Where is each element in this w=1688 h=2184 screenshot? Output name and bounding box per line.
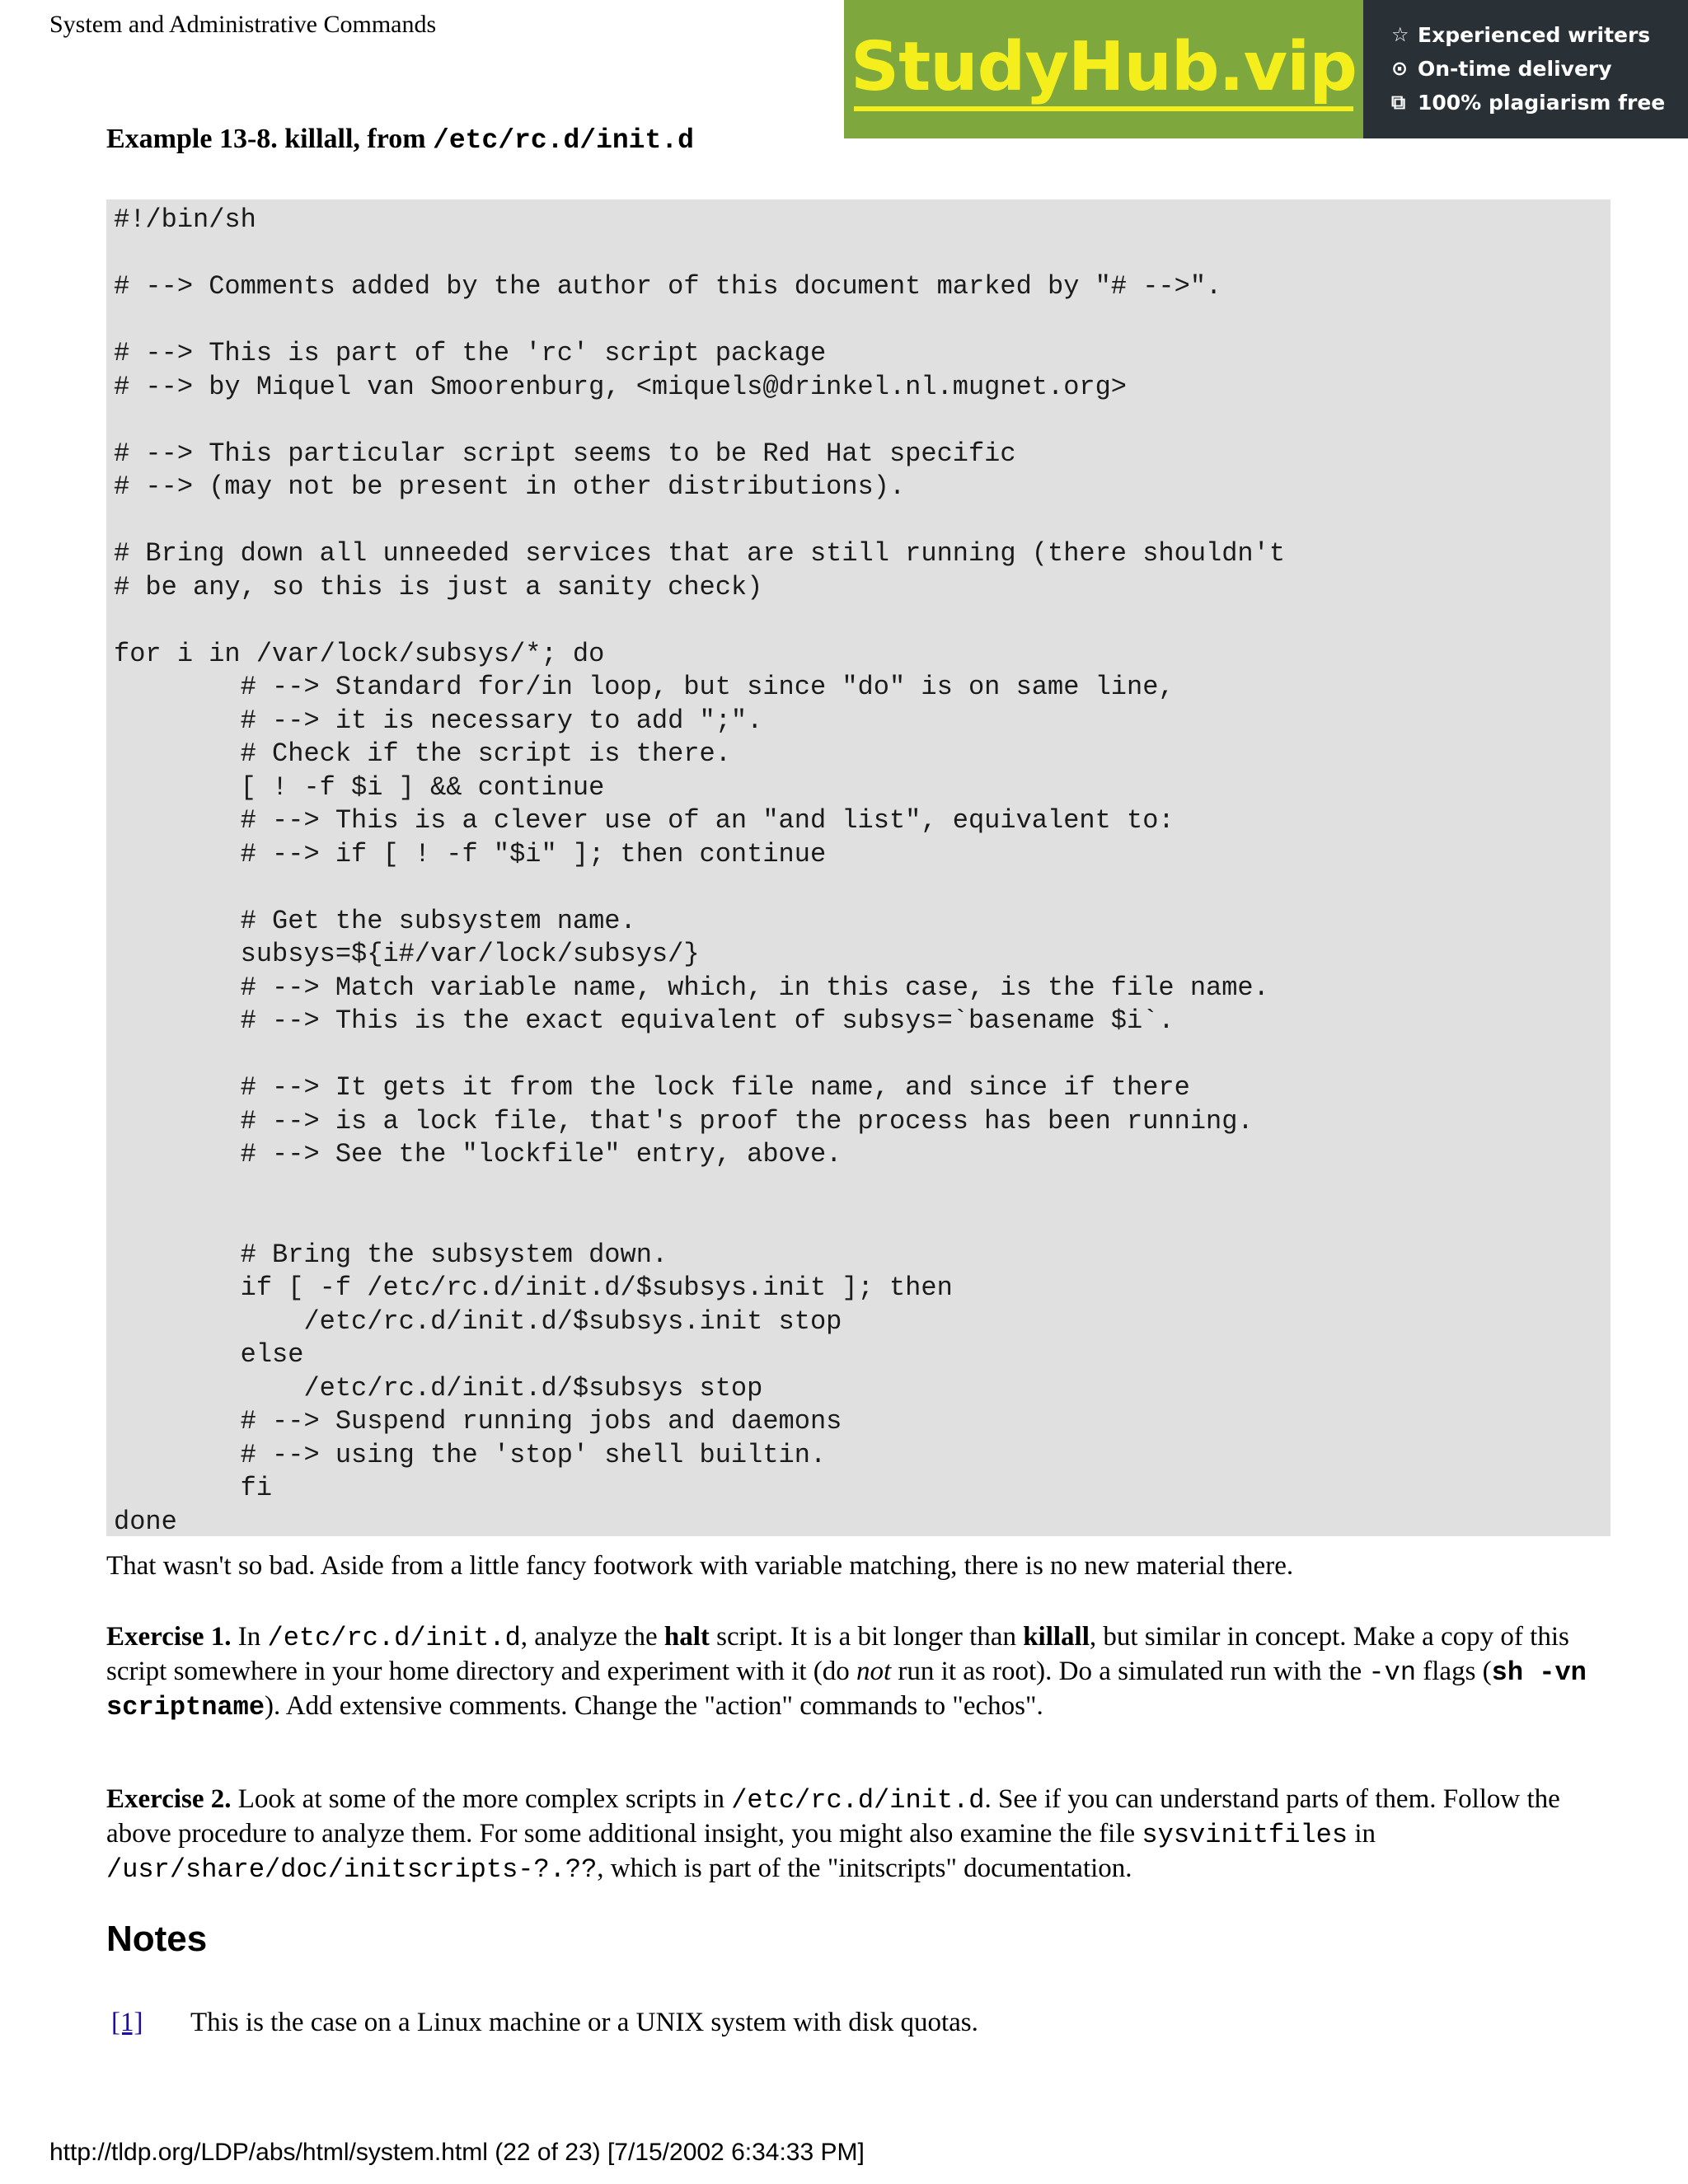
banner-feature-delivery (1391, 52, 1688, 86)
footnote-ref-link[interactable]: [1] (111, 2008, 143, 2037)
text: , but similar in concept. Make a copy of this script somewhere in your home directory and experiment with it (do (106, 1622, 1569, 1686)
text: In (231, 1622, 268, 1652)
path-code: /etc/rc.d/init.d (731, 1785, 985, 1816)
footnote-text: This is the case on a Linux machine or a UNIX system with disk quotas. (190, 2008, 978, 2037)
footnote-item (111, 2006, 978, 2040)
text: , analyze the (520, 1622, 664, 1652)
summary-paragraph: That wasn't so bad. Aside from a little fancy footwork with variable matching, there is no new material there. (106, 1551, 1294, 1581)
code-listing: #!/bin/sh # --> Comments added by the author of this document marked by "# -->". # --> This is part of the 'rc' script package # --> by Miquel van Smoorenburg, <miquels@drinkel.nl.mugnet.org> # --> This particular script seems to be Red Hat specific # --> (may not be present in other distributions). # Bring down all unneeded services that are still running (there shouldn't # be any, so this is just a sanity check) for i in /var/lock/subsys/*; do # --> Standard for/in loop, but since "do" is on same line, # --> it is necessary to add ";". # Check if the script is there. [ ! -f $i ] && continue # --> This is a clever use of an "and list", equivalent to: # --> if [ ! -f "$i" ]; then continue # Get the subsystem name. subsys=${i#/var/lock/subsys/} # --> Match variable name, which, in this case, is the file name. # --> This is the exact equivalent of subsys=`basename $i`. # --> It gets it from the lock file name, and since if there # --> is a lock file, that's proof the process has been running. # --> See the "lockfile" entry, above. # Bring the subsystem down. if [ -f /etc/rc.d/init.d/$subsys.init ]; then /etc/rc.d/init.d/$subsys.init stop else /etc/rc.d/init.d/$subsys stop # --> Suspend running jobs and daemons # --> using the 'stop' shell builtin. fi done (106, 199, 1611, 1536)
running-header: System and Administrative Commands (49, 11, 437, 38)
logo-underline (854, 106, 1353, 111)
exercise-1-paragraph (106, 1620, 1615, 1724)
example-title-path: /etc/rc.d/init.d (433, 125, 694, 156)
banner-brand-panel[interactable] (844, 0, 1363, 138)
banner-feature-label: Experienced writers (1418, 23, 1651, 47)
example-title (106, 124, 694, 156)
emphasis-not: not (856, 1657, 892, 1686)
path-code: /etc/rc.d/init.d (267, 1623, 521, 1653)
halt-term: halt (663, 1622, 710, 1652)
doc-path-code: /usr/share/doc/initscripts-?.?? (106, 1854, 598, 1885)
flags-code: -vn (1368, 1657, 1417, 1688)
exercise-1-label: Exercise 1. (106, 1622, 232, 1652)
exercise-2-label: Exercise 2. (106, 1784, 232, 1814)
banner-features-panel (1363, 0, 1688, 138)
text: , which is part of the "initscripts" documentation. (597, 1854, 1132, 1883)
clock-icon: ⊙ (1391, 57, 1409, 80)
text: run it as root). Do a simulated run with the (891, 1657, 1369, 1686)
banner-feature-plagiarism (1391, 86, 1688, 120)
text: flags ( (1416, 1657, 1492, 1686)
text: Look at some of the more complex scripts in (231, 1784, 732, 1814)
text: ). Add extensive comments. Change the "action" commands to "echos". (265, 1691, 1043, 1721)
star-outline-icon: ☆ (1391, 23, 1409, 46)
studyhub-logo-text: StudyHub.vip (851, 27, 1357, 106)
studyhub-logo (851, 28, 1357, 111)
notes-heading: Notes (106, 1919, 208, 1959)
killall-term: killall (1023, 1622, 1090, 1652)
text: in (1348, 1819, 1376, 1849)
filename-code: sysvinitfiles (1142, 1820, 1348, 1850)
copy-icon: ⧉ (1391, 91, 1406, 114)
text: . See if you can understand parts of them. Follow the above procedure to analyze them. For some additional insight, you might also examine the file (106, 1784, 1560, 1849)
banner-feature-writers (1391, 18, 1688, 52)
example-title-text: Example 13-8. killall, from (106, 124, 434, 154)
banner-feature-label: On-time delivery (1418, 57, 1612, 81)
command-code: sh -vn scriptname (106, 1657, 1587, 1722)
text: script. It is a bit longer than (709, 1622, 1024, 1652)
banner-feature-label: 100% plagiarism free (1418, 91, 1666, 115)
footer-url: http://tldp.org/LDP/abs/html/system.html (22 of 23) [7/15/2002 6:34:33 PM] (49, 2139, 865, 2166)
exercise-2-paragraph (106, 1783, 1615, 1886)
studyhub-banner[interactable] (844, 0, 1688, 138)
